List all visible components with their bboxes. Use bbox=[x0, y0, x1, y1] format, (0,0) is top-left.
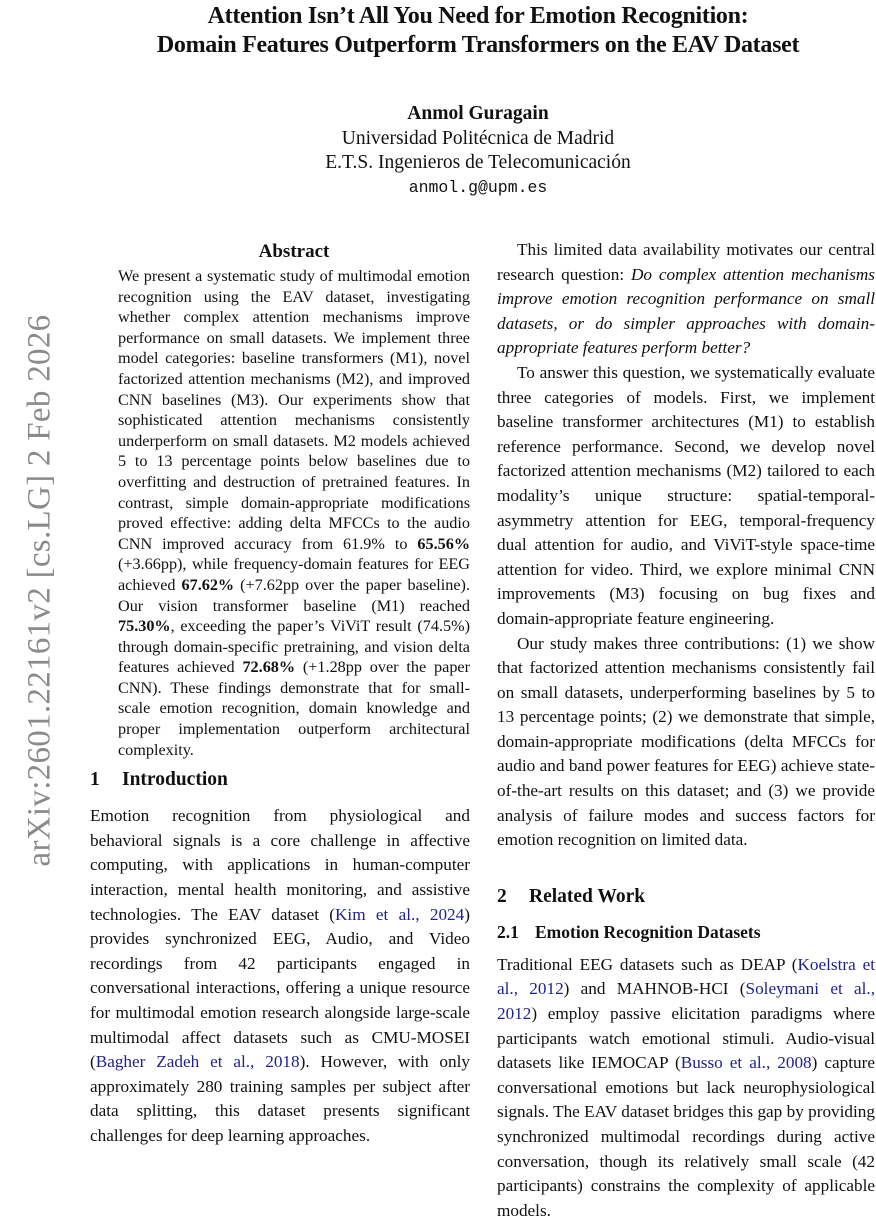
related-work-paragraph-1 bbox=[497, 953, 875, 1223]
research-question: Do complex attention mechanisms improve emotion recognition performance on small datasets, or do simpler approaches with domain-appropriate features perform better? bbox=[497, 264, 875, 358]
abstract bbox=[90, 238, 470, 760]
subsection-number: 2.1 bbox=[497, 921, 519, 942]
citation-koelstra-2012[interactable]: Koelstra et al., 2012 bbox=[497, 954, 875, 999]
arxiv-stamp-text: arXiv:2601.22161v2 [cs.LG] 2 Feb 2026 bbox=[21, 314, 58, 866]
text-segment: ) employ passive elicitation paradigms where participants watch emotional stimuli. Audio-visual datasets like IEMOCAP ( bbox=[497, 1004, 875, 1073]
abstract-segment: , exceeding the paper’s ViViT result (74.5%) through domain-specific pretraining, and vision delta features achieved bbox=[118, 617, 470, 677]
text-segment: Traditional EEG datasets such as DEAP ( bbox=[497, 954, 798, 974]
abstract-segment: (+7.62pp over the paper baseline). Our vision transformer baseline (M1) reached bbox=[118, 575, 470, 615]
section-spacer bbox=[497, 853, 875, 877]
subsection-heading-datasets bbox=[497, 921, 875, 943]
paper-header bbox=[80, 0, 876, 200]
author-email[interactable]: anmol.g@upm.es bbox=[408, 177, 548, 197]
abstract-result-vision-delta: 72.68% bbox=[242, 658, 296, 677]
text-segment: ). However, with only approximately 280 training samples per subject after data splitting, this dataset presents significant challenges for deep learning approaches. bbox=[90, 1052, 470, 1145]
abstract-text bbox=[118, 266, 470, 760]
abstract-heading: Abstract bbox=[258, 241, 330, 262]
text-segment: ) and MAHNOB-HCI ( bbox=[563, 979, 746, 999]
citation-kim-2024[interactable]: Kim et al., 2024 bbox=[335, 904, 465, 924]
affiliation-school: E.T.S. Ingenieros de Telecomunicación bbox=[325, 152, 631, 173]
abstract-segment: We present a systematic study of multimodal emotion recognition using the EAV dataset, investigating whether complex attention mechanisms improve performance on small datasets. We implement three model categories: baseline transformers (M1), novel factorized attention mechanisms (M2), and improved CNN baselines (M3). Our experiments show that sophisticated attention mechanisms consistently underperform on small datasets. M2 models achieved 5 to 13 percentage points below baselines due to overfitting and destruction of pretrained features. In contrast, simple domain-appropriate modifications proved effective: adding delta MFCCs to the audio CNN improved accuracy from 61.9% to bbox=[118, 267, 470, 553]
arxiv-identifier-stamp bbox=[0, 280, 80, 900]
intro-paragraph-3: To answer this question, we systematically evaluate three categories of models. First, we implement baseline transformer architectures (M1) to establish reference performance. Second, we develop novel factorized attention mechanisms (M2) tailored to each modality’s unique structure: spatial-temporal-asymmetry attention for EEG, temporal-frequency dual attention for audio, and ViViT-style space-time attention for video. Third, we explore minimal CNN improvements (M3) focusing on bug fixes and domain-appropriate feature engineering. bbox=[497, 362, 875, 628]
citation-soleymani-2012[interactable]: Soleymani et al., 2012 bbox=[497, 979, 876, 1024]
citation-bagher-zadeh-2018[interactable]: Bagher Zadeh et al., 2018 bbox=[95, 1052, 300, 1072]
abstract-result-audio: 65.56% bbox=[417, 534, 470, 553]
left-column bbox=[90, 238, 470, 1149]
author-name: Anmol Guragain bbox=[407, 103, 549, 124]
intro-paragraph-2 bbox=[497, 238, 875, 361]
author-block bbox=[80, 102, 876, 200]
section-number: 2 bbox=[497, 885, 507, 907]
abstract-segment: (+1.28pp over the paper CNN). These findings demonstrate that for small-scale emotion recognition, domain knowledge and proper implementation outperform architectural complexity. bbox=[118, 658, 470, 759]
right-column bbox=[497, 238, 875, 1223]
title-line-1: Attention Isn’t All You Need for Emotion Recognition: bbox=[207, 3, 749, 29]
abstract-result-eeg: 67.62% bbox=[181, 575, 235, 594]
section-title: Introduction bbox=[122, 769, 228, 791]
text-segment: ) capture conversational emotions but lack neurophysiological signals. The EAV dataset bridges this gap by providing synchronized multimodal recordings during active conversation, though its relatively small scale (42 participants) constrains the complexity of applicable models. bbox=[497, 1053, 875, 1220]
text-segment: Emotion recognition from physiological and behavioral signals is a core challenge in affective computing, with applications in human-computer interaction, mental health monitoring, and assistive technologies. The EAV dataset ( bbox=[90, 806, 470, 924]
section-heading-related-work bbox=[497, 885, 875, 909]
intro-paragraph-4: Our study makes three contributions: (1) we show that factorized attention mechanisms consistently fail on small datasets, underperforming baselines by 5 to 13 percentage points; (2) we demonstrate that simple, domain-appropriate modifications (delta MFCCs for audio and band power features for EEG) achieve state-of-the-art results on this dataset; and (3) we provide analysis of failure modes and success factors for emotion recognition on limited data. bbox=[497, 633, 875, 850]
citation-busso-2008[interactable]: Busso et al., 2008 bbox=[680, 1053, 812, 1073]
abstract-segment: (+3.66pp), while frequency-domain features for EEG achieved bbox=[118, 555, 470, 594]
section-number: 1 bbox=[90, 769, 100, 791]
abstract-result-vision-m1: 75.30% bbox=[118, 617, 171, 636]
section-title: Related Work bbox=[529, 885, 646, 907]
intro-paragraph-1 bbox=[90, 804, 470, 1148]
subsection-title: Emotion Recognition Datasets bbox=[535, 921, 761, 942]
text-segment: This limited data availability motivates our central research question: bbox=[497, 240, 875, 284]
title-line-2: Domain Features Outperform Transformers on the EAV Dataset bbox=[156, 32, 800, 58]
text-segment: ) provides synchronized EEG, Audio, and Video recordings from 42 participants engaged in conversational interactions, offering a unique resource for multimodal emotion research alongside large-scale multimodal affect datasets such as CMU-MOSEI ( bbox=[90, 904, 470, 1072]
section-heading-introduction bbox=[90, 768, 470, 792]
affiliation-university: Universidad Politécnica de Madrid bbox=[341, 127, 615, 149]
paper-title bbox=[80, 0, 876, 60]
